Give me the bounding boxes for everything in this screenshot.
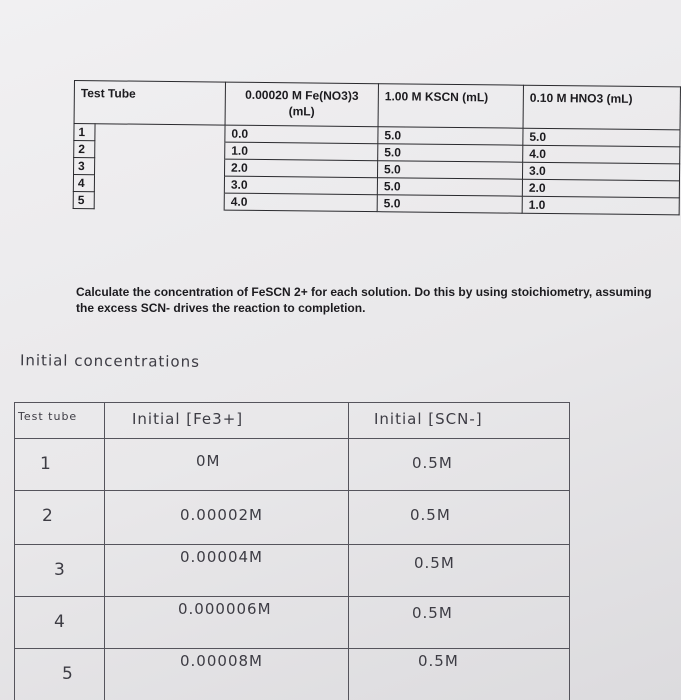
fe-volume: 1.0 [225,142,378,161]
table-top-border [14,402,569,403]
tube-number: 4 [54,612,66,632]
blank-cell [94,175,224,193]
tube-number: 3 [54,560,66,580]
header-initial-scn: Initial [SCN-] [374,410,483,428]
question-prompt: Calculate the concentration of FeSCN 2+ for each solution. Do this by using stoichiometry, assuming the excess SCN- drives the reaction to completion. [76,285,652,315]
hno3-volume: 1.0 [522,196,679,215]
scn-concentration: 0.5M [412,604,453,622]
hno3-volume: 4.0 [523,145,680,164]
tube-number: 1 [40,454,52,474]
handwritten-heading: Initial concentrations [19,351,201,371]
hno3-volume: 5.0 [523,128,680,147]
tube-number: 2 [42,506,54,526]
fe-concentration: 0.00004M [180,548,263,566]
table-header-divider [14,438,569,439]
kscn-volume: 5.0 [378,144,523,163]
header-initial-fe: Initial [Fe3+] [132,410,244,428]
fe-concentration: 0.00002M [180,506,263,524]
tube-number: 4 [73,175,94,192]
column-divider [348,402,349,700]
row-divider [14,544,569,545]
tube-number: 2 [74,141,95,158]
blank-cell [95,141,225,159]
hno3-volume: 3.0 [522,162,679,181]
header-test-tube: Test tube [18,410,78,423]
fe-concentration: 0.000006M [178,600,272,618]
column-divider [104,402,105,700]
header-test-tube: Test Tube [74,81,225,126]
row-divider [14,490,569,491]
row-divider [14,648,569,649]
tube-number: 5 [73,191,94,208]
scn-concentration: 0.5M [412,454,453,472]
handwritten-table [14,402,574,700]
blank-cell [95,158,225,176]
fe-concentration: 0M [196,452,221,470]
header-hno3: 0.10 M HNO3 (mL) [523,85,680,130]
tube-number: 3 [74,158,95,175]
scn-concentration: 0.5M [414,554,455,572]
scn-concentration: 0.5M [418,652,459,670]
row-divider [14,596,569,597]
fe-concentration: 0.00008M [180,652,263,670]
kscn-volume: 5.0 [377,178,522,197]
fe-volume: 3.0 [224,176,377,195]
column-divider [14,402,15,700]
scn-concentration: 0.5M [410,506,451,524]
hno3-volume: 2.0 [522,179,679,198]
fe-volume: 0.0 [225,125,378,144]
kscn-volume: 5.0 [378,127,523,146]
tube-number: 1 [74,124,95,141]
fe-volume: 4.0 [224,193,377,212]
header-fe-nitrate: 0.00020 M Fe(NO3)3 (mL) [225,82,378,127]
blank-cell [95,124,225,142]
header-kscn: 1.00 M KSCN (mL) [378,84,523,129]
fe-volume: 2.0 [225,159,378,178]
table-header-row [74,81,680,130]
blank-cell [94,192,224,210]
tube-number: 5 [62,664,74,684]
kscn-volume: 5.0 [377,161,522,180]
column-divider [569,402,570,700]
printed-volume-table [73,80,681,215]
kscn-volume: 5.0 [377,195,522,214]
